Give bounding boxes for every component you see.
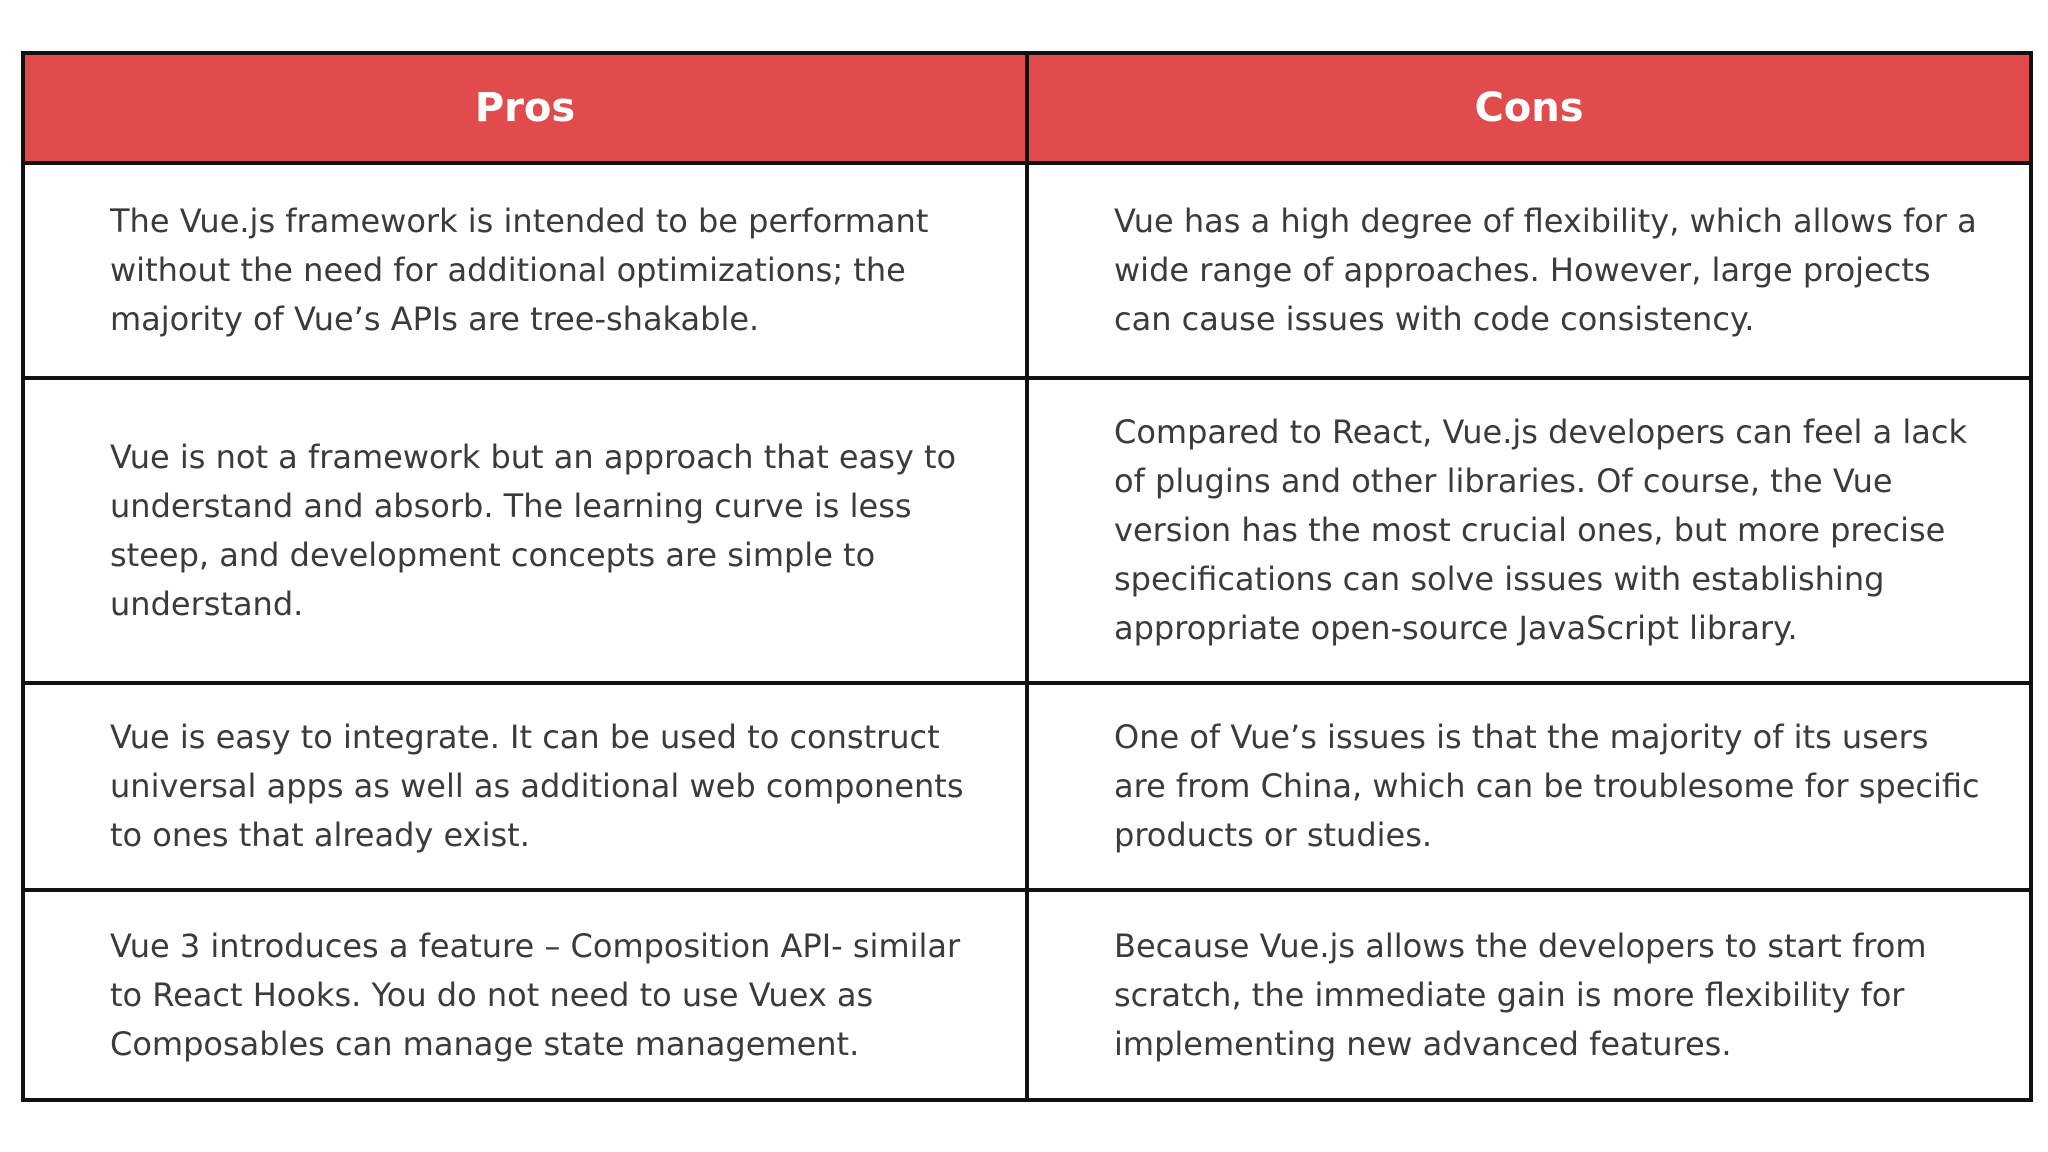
table-row	[23, 683, 2031, 890]
pros-cell: The Vue.js framework is intended to be performant without the need for additional optimizations; the majority of Vue’s APIs are tree-shakable.	[23, 163, 1027, 378]
pros-cell: Vue is easy to integrate. It can be used to construct universal apps as well as additional web components to ones that already exist.	[23, 683, 1027, 890]
pros-cons-table	[21, 51, 2033, 1102]
cons-cell: One of Vue’s issues is that the majority of its users are from China, which can be troublesome for specific products or studies.	[1027, 683, 2031, 890]
table-body	[23, 163, 2031, 1100]
cons-column-header: Cons	[1027, 53, 2031, 163]
pros-cell: Vue 3 introduces a feature – Composition API- similar to React Hooks. You do not need to use Vuex as Composables can manage state management.	[23, 890, 1027, 1100]
table-header	[23, 53, 2031, 163]
table-row	[23, 163, 2031, 378]
cons-cell: Vue has a high degree of flexibility, which allows for a wide range of approaches. However, large projects can cause issues with code consistency.	[1027, 163, 2031, 378]
table-row	[23, 890, 2031, 1100]
header-row	[23, 53, 2031, 163]
cons-cell: Compared to React, Vue.js developers can feel a lack of plugins and other libraries. Of course, the Vue version has the most crucial ones, but more precise specifications can solve issues with establishing appropriate open-source JavaScript library.	[1027, 378, 2031, 683]
pros-cell: Vue is not a framework but an approach that easy to understand and absorb. The learning curve is less steep, and development concepts are simple to understand.	[23, 378, 1027, 683]
cons-cell: Because Vue.js allows the developers to start from scratch, the immediate gain is more flexibility for implementing new advanced features.	[1027, 890, 2031, 1100]
table-row	[23, 378, 2031, 683]
pros-column-header: Pros	[23, 53, 1027, 163]
